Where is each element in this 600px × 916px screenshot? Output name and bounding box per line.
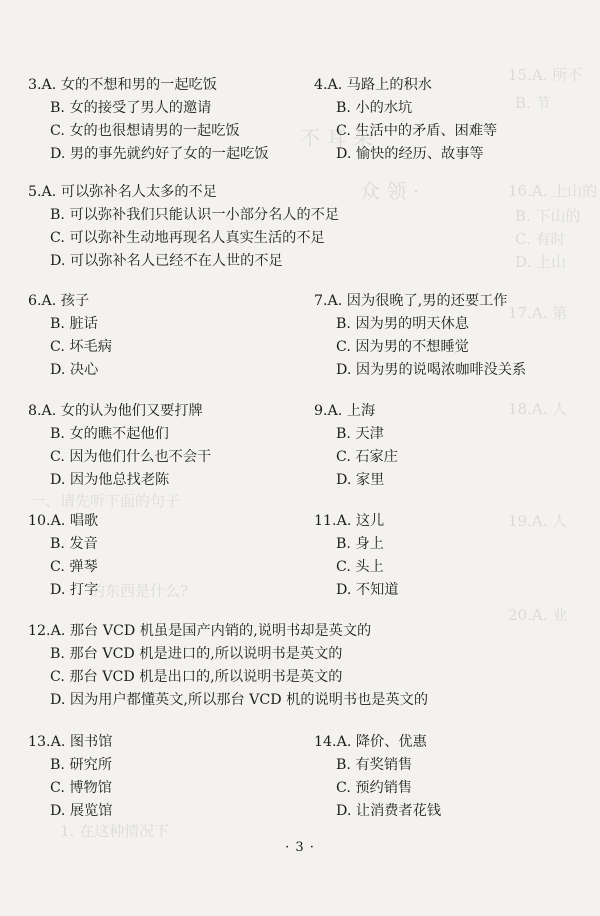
option-b: B. 那台 VCD 机是进口的,所以说明书是英文的: [50, 646, 343, 662]
question-13: [28, 731, 112, 823]
option-c: C. 女的也很想请男的一起吃饭: [50, 123, 240, 139]
option-d: D. 因为用户都懂英文,所以那台 VCD 机的说明书也是英文的: [50, 692, 429, 708]
page-number: · 3 ·: [285, 840, 315, 855]
option-a: 8.A. 女的认为他们又要打牌: [28, 403, 203, 419]
option-b: B. 女的瞧不起他们: [50, 426, 169, 442]
option-b: B. 身上: [336, 536, 384, 552]
option-a: 3.A. 女的不想和男的一起吃饭: [28, 77, 217, 93]
option-d: D. 因为他总找老陈: [50, 472, 170, 488]
option-c: C. 石家庄: [336, 449, 398, 465]
option-b: B. 小的水坑: [336, 100, 413, 116]
option-a: 12.A. 那台 VCD 机虽是国产内销的,说明书却是英文的: [28, 623, 372, 639]
option-d: D. 男的事先就约好了女的一起吃饭: [50, 146, 269, 162]
option-b: B. 研究所: [50, 757, 113, 773]
option-d: D. 决心: [50, 362, 99, 378]
option-a: 13.A. 图书馆: [28, 734, 113, 750]
option-c: C. 预约销售: [336, 780, 413, 796]
option-d: D. 不知道: [336, 582, 399, 598]
option-d: D. 愉快的经历、故事等: [336, 146, 484, 162]
option-b: B. 发音: [50, 536, 98, 552]
option-d: D. 家里: [336, 472, 385, 488]
option-c: C. 生活中的矛盾、困难等: [336, 123, 498, 139]
option-b: B. 脏话: [50, 316, 98, 332]
question-3: [28, 74, 269, 166]
option-c: C. 可以弥补生动地再现名人真实生活的不足: [50, 230, 325, 246]
question-12: [28, 620, 428, 712]
option-d: D. 可以弥补名人已经不在人世的不足: [50, 253, 283, 269]
option-a: 4.A. 马路上的积水: [314, 77, 432, 93]
question-6: [28, 290, 112, 382]
option-c: C. 那台 VCD 机是出口的,所以说明书是英文的: [50, 669, 343, 685]
question-5: [28, 181, 339, 273]
option-d: D. 展览馆: [50, 803, 113, 819]
option-a: 11.A. 这儿: [314, 513, 385, 529]
question-4: [314, 74, 497, 166]
question-14: [314, 731, 441, 823]
option-a: 10.A. 唱歌: [28, 513, 99, 529]
option-d: D. 打字: [50, 582, 99, 598]
option-c: C. 头上: [336, 559, 384, 575]
option-a: 7.A. 因为很晚了,男的还要工作: [314, 293, 508, 309]
option-a: 5.A. 可以弥补名人太多的不足: [28, 184, 217, 200]
question-8: [28, 400, 211, 492]
option-b: B. 女的接受了男人的邀请: [50, 100, 212, 116]
question-7: [314, 290, 526, 382]
question-9: [314, 400, 398, 492]
option-c: C. 坏毛病: [50, 339, 112, 355]
option-a: 9.A. 上海: [314, 403, 376, 419]
option-b: B. 因为男的明天休息: [336, 316, 469, 332]
option-c: C. 因为他们什么也不会干: [50, 449, 212, 465]
option-c: C. 博物馆: [50, 780, 112, 796]
option-c: C. 因为男的不想睡觉: [336, 339, 469, 355]
question-11: [314, 510, 398, 602]
option-b: B. 有奖销售: [336, 757, 413, 773]
option-b: B. 可以弥补我们只能认识一小部分名人的不足: [50, 207, 340, 223]
option-a: 6.A. 孩子: [28, 293, 90, 309]
option-c: C. 弹琴: [50, 559, 98, 575]
option-a: 14.A. 降价、优惠: [314, 734, 427, 750]
question-10: [28, 510, 98, 602]
option-b: B. 天津: [336, 426, 384, 442]
option-d: D. 因为男的说喝浓咖啡没关系: [336, 362, 527, 378]
option-d: D. 让消费者花钱: [336, 803, 442, 819]
